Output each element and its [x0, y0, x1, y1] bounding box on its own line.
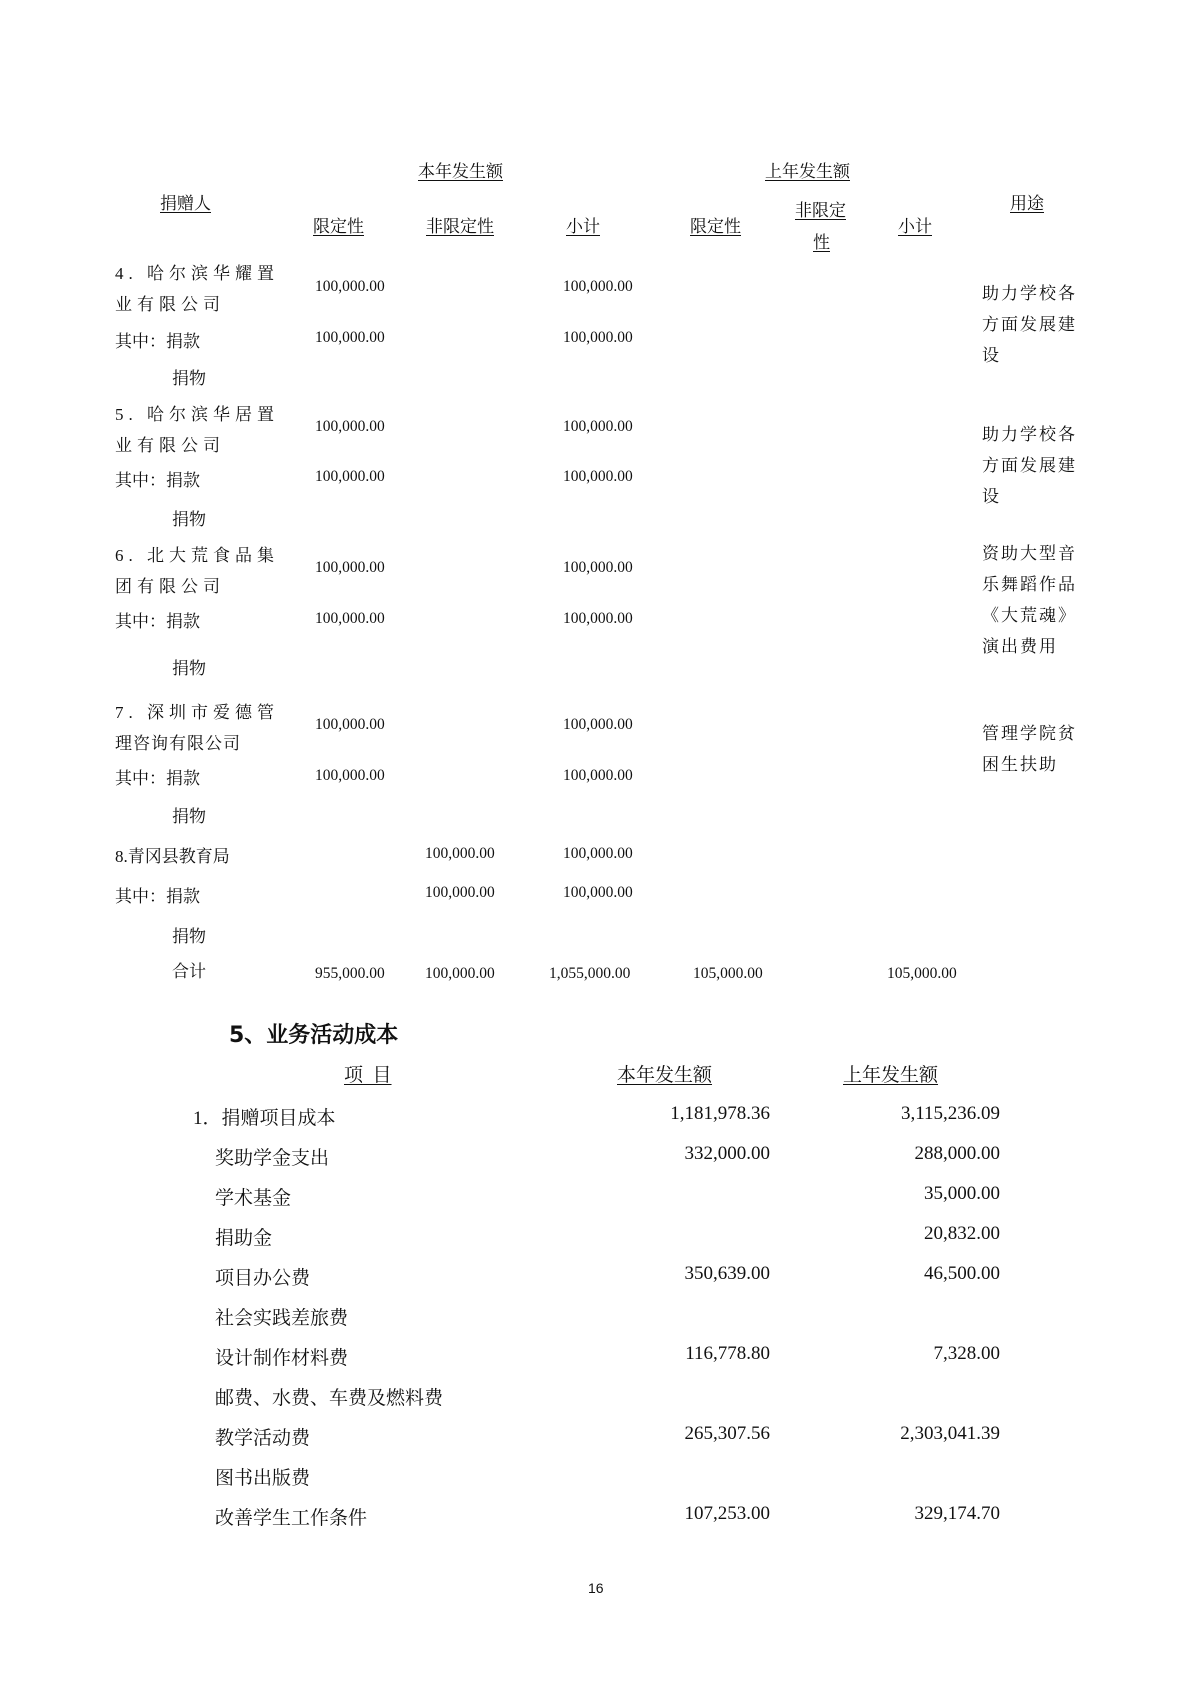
donor-6-subtotal: 100,000.00	[563, 559, 633, 576]
cost-row-label: 捐助金	[215, 1228, 273, 1249]
cost-row-label: 1．捐赠项目成本	[193, 1108, 336, 1129]
header-unrestricted: 非限定性	[426, 217, 494, 236]
donor-6-inkind-label: 捐物	[172, 659, 206, 678]
cost-row-current: 1,181,978.36	[670, 1103, 770, 1124]
donor-8-name: 8.青冈县教育局	[115, 847, 230, 866]
header-prior-unrestricted-line2: 性	[813, 233, 830, 252]
cost-row-prior: 2,303,041.39	[900, 1423, 1000, 1444]
donor-8-subtotal: 100,000.00	[563, 845, 633, 862]
cost-row-label: 项目办公费	[215, 1268, 311, 1289]
cost-row-label: 教学活动费	[215, 1428, 311, 1449]
donor-6-purpose: 资助大型音乐舞蹈作品《大荒魂》演出费用	[982, 544, 1077, 656]
donor-4-cash-restricted: 100,000.00	[315, 329, 385, 346]
donor-6-restricted: 100,000.00	[315, 559, 385, 576]
donor-7-subtotal: 100,000.00	[563, 716, 633, 733]
header-subtotal: 小计	[566, 217, 600, 236]
total-prior-subtotal: 105,000.00	[887, 965, 957, 982]
cost-row-prior: 7,328.00	[933, 1343, 1000, 1364]
total-restricted: 955,000.00	[315, 965, 385, 982]
donor-7-cash-label: 其中：捐款	[115, 769, 200, 788]
header-prior-subtotal: 小计	[898, 217, 932, 236]
donor-7-cash-subtotal: 100,000.00	[563, 767, 633, 784]
donor-5-line1: 5. 哈尔滨华居置	[115, 405, 279, 424]
donor-4-restricted: 100,000.00	[315, 278, 385, 295]
cost-row-label: 社会实践差旅费	[215, 1308, 349, 1329]
cost-row-current: 350,639.00	[684, 1263, 770, 1284]
cost-row-prior: 288,000.00	[914, 1143, 1000, 1164]
cost-row-current: 332,000.00	[684, 1143, 770, 1164]
header-prior-unrestricted-line1: 非限定	[795, 201, 846, 220]
donor-4-line1: 4. 哈尔滨华耀置	[115, 264, 279, 283]
cost-row-prior: 35,000.00	[924, 1183, 1000, 1204]
section-5-header-current: 本年发生额	[617, 1065, 713, 1086]
cost-row-prior: 329,174.70	[914, 1503, 1000, 1524]
donor-7-cash-restricted: 100,000.00	[315, 767, 385, 784]
donor-5-subtotal: 100,000.00	[563, 418, 633, 435]
donor-6-cash-label: 其中：捐款	[115, 612, 200, 631]
section-5-title: 5、业务活动成本	[229, 1023, 399, 1048]
cost-row-current: 107,253.00	[684, 1503, 770, 1524]
page-number: 16	[588, 1580, 604, 1596]
total-prior-restricted: 105,000.00	[693, 965, 763, 982]
header-purpose: 用途	[1010, 194, 1044, 213]
donor-6-line2: 团有限公司	[115, 577, 225, 596]
cost-row-current: 265,307.56	[684, 1423, 770, 1444]
cost-row-label: 学术基金	[215, 1188, 292, 1209]
cost-row-label: 邮费、水费、车费及燃料费	[215, 1388, 444, 1409]
cost-row-prior: 20,832.00	[924, 1223, 1000, 1244]
donor-7-line1: 7. 深圳市爱德管	[115, 703, 279, 722]
donor-4-purpose: 助力学校各方面发展建设	[982, 284, 1077, 365]
cost-row-label: 图书出版费	[215, 1468, 311, 1489]
donor-4-subtotal: 100,000.00	[563, 278, 633, 295]
donor-5-cash-label: 其中：捐款	[115, 471, 200, 490]
donor-8-cash-subtotal: 100,000.00	[563, 884, 633, 901]
section-5-header-item: 项 目	[344, 1065, 392, 1086]
cost-row-prior: 3,115,236.09	[900, 1103, 1000, 1124]
donor-4-cash-label: 其中：捐款	[115, 332, 200, 351]
header-donor: 捐赠人	[160, 194, 211, 213]
section-5-header-prior: 上年发生额	[843, 1065, 939, 1086]
cost-row-label: 改善学生工作条件	[215, 1508, 368, 1529]
header-current-year: 本年发生额	[418, 162, 503, 181]
donor-6-line1: 6. 北大荒食品集	[115, 546, 279, 565]
donor-7-purpose: 管理学院贫困生扶助	[982, 724, 1077, 774]
donor-7-line2: 理咨询有限公司	[115, 734, 241, 753]
cost-row-label: 奖助学金支出	[215, 1148, 330, 1169]
donor-5-cash-restricted: 100,000.00	[315, 468, 385, 485]
cost-row-label: 设计制作材料费	[215, 1348, 349, 1369]
donor-4-inkind-label: 捐物	[172, 369, 206, 388]
donor-8-inkind-label: 捐物	[172, 927, 206, 946]
donor-5-restricted: 100,000.00	[315, 418, 385, 435]
header-restricted: 限定性	[313, 217, 364, 236]
total-subtotal: 1,055,000.00	[549, 965, 631, 982]
donor-5-purpose: 助力学校各方面发展建设	[982, 425, 1077, 506]
donor-5-line2: 业有限公司	[115, 436, 225, 455]
donor-5-cash-subtotal: 100,000.00	[563, 468, 633, 485]
donor-8-cash-unrestricted: 100,000.00	[425, 884, 495, 901]
header-prior-restricted: 限定性	[690, 217, 741, 236]
donor-8-cash-label: 其中：捐款	[115, 887, 200, 906]
donor-8-unrestricted: 100,000.00	[425, 845, 495, 862]
cost-row-current: 116,778.80	[685, 1343, 770, 1364]
donor-4-line2: 业有限公司	[115, 295, 225, 314]
cost-row-prior: 46,500.00	[924, 1263, 1000, 1284]
donor-5-inkind-label: 捐物	[172, 510, 206, 529]
total-label: 合计	[172, 962, 206, 981]
total-unrestricted: 100,000.00	[425, 965, 495, 982]
header-prior-year: 上年发生额	[765, 162, 850, 181]
donor-6-cash-restricted: 100,000.00	[315, 610, 385, 627]
donor-7-restricted: 100,000.00	[315, 716, 385, 733]
donor-4-cash-subtotal: 100,000.00	[563, 329, 633, 346]
donor-7-inkind-label: 捐物	[172, 807, 206, 826]
donor-6-cash-subtotal: 100,000.00	[563, 610, 633, 627]
